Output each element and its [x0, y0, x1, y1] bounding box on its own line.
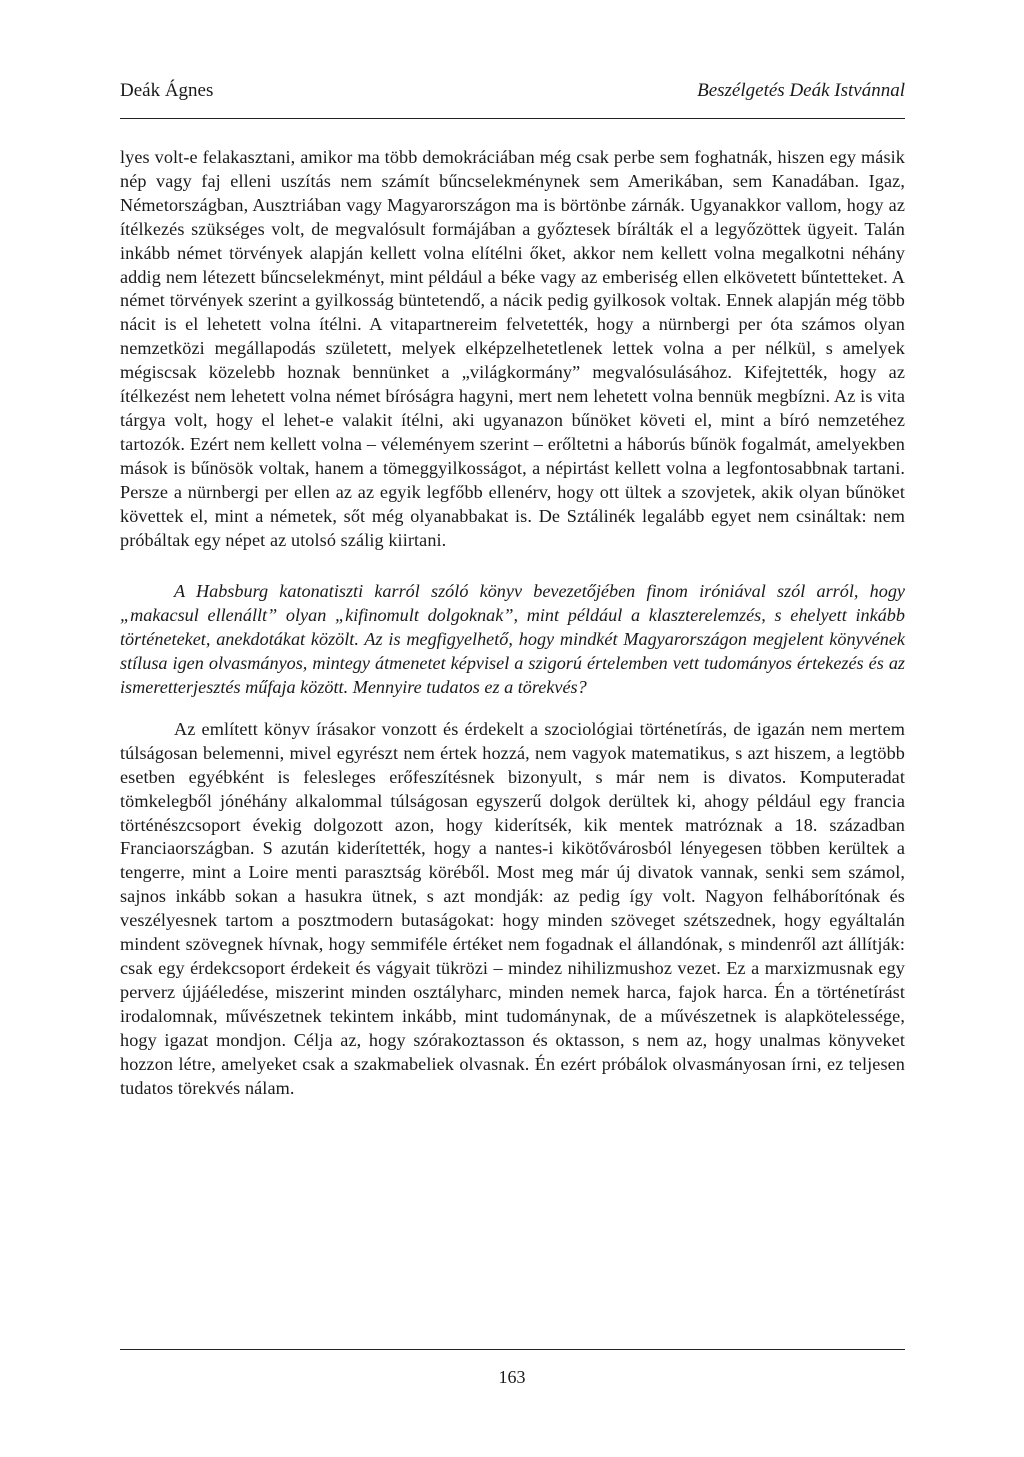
header-author: Deák Ágnes: [120, 80, 214, 101]
header-title: Beszélgetés Deák Istvánnal: [697, 80, 905, 101]
paragraph-continued: lyes volt-e felakasztani, amikor ma több demokráciában még csak perbe sem foghatnák, hiszen egy másik nép vagy faj elleni uszítás nem számít bűncselekménynek sem Amerikában, sem Kanadában. Igaz, Németországban, Ausztriában vagy Magyarországon ma is börtönbe zárnák. Ugyanakkor vallom, hogy az ítélkezés szükséges volt, de megvalósult formájában a győztesek bírálták el a legyőzöttek ügyeit. Talán inkább német törvények alapján kellett volna elítélni őket, akkor nem kellett volna megalkotni néhány addig nem létezett bűncselekményt, mint például a béke vagy az emberiség ellen elkövetett bűntetteket. A német törvények szerint a gyilkosság büntetendő, a nácik pedig gyilkosok voltak. Ennek alapján még több nácit is el lehetett volna ítélni. A vitapartnereim felvetették, hogy a nürnbergi per óta számos olyan nemzetközi megállapodás született, melyek elképzelhetetlenek lettek volna a per nélkül, s amelyek mégiscsak közelebb hoznak bennünket a „világkormány” megvalósulásához. Kifejtették, hogy az ítélkezést nem lehetett volna német bíróságra hagyni, mert nem lehetett volna bennük megbízni. Az is vita tárgya volt, hogy el lehet-e valakit ítélni, aki ugyanazon bűnöket követi el, mint a bíró nemzetéhez tartozók. Ezért nem kellett volna – véleményem szerint – erőltetni a háborús bűnök fogalmát, amelyekben mások is bűnösök voltak, hanem a tömeggyilkosságot, a népirtást kellett volna a legfontosabbnak tartani. Persze a nürnbergi per ellen az az egyik legfőbb ellenérv, hogy ott ültek a szovjetek, akik olyan bűnöket követtek el, mint a németek, sőt még olyanabbakat is. De Sztálinék legalább egyet nem csináltak: nem próbáltak egy népet az utolsó szálig kiirtani.: [120, 147, 905, 550]
running-header: [120, 80, 905, 114]
page-number: 163: [498, 1367, 526, 1387]
interview-answer: Az említett könyv írásakor vonzott és érdekelt a szociológiai történetírás, de igazán nem mertem túlságosan belemenni, mivel egyrészt nem értek hozzá, nem vagyok matematikus, s azt hiszem, a legtöbb esetben egyébként is felesleges erőfeszítésnek bizonyult, s már nem is divatos. Komputeradat tömkelegből jónéhány alkalommal túlságosan egyszerű dolgok derültek ki, ahogy például egy francia történészcsoport évekig dolgozott azon, hogy kiderítsék, kik mentek matróznak a 18. században Franciaországban. S azután kiderítették, hogy a nantes-i kikötővárosból lényegesen többen kerültek a tengerre, mint a Loire menti parasztság köréből. Most meg már új divatok vannak, senki sem számol, sajnos inkább sokan a hasukra ütnek, s azt mondják: az pedig így volt. Nagyon felháborítónak és veszélyesnek tartom a posztmodern butaságokat: hogy minden szöveget szétszednek, hogy egyáltalán mindent szövegnek hívnak, hogy semmiféle értéket nem fogadnak el állandónak, s mindenről azt állítják: csak egy érdekcsoport érdekeit és vágyait tükrözi – mindez nihilizmushoz vezet. Ez a marxizmusnak egy perverz újjáéledése, miszerint minden osztályharc, minden nemek harca, fajok harca. Én a történetírást irodalomnak, művészetnek tekintem inkább, mint tudománynak, de a művészetnek is alapkötelessége, hogy igazat mondjon. Célja az, hogy szórakoztasson és oktasson, s nem az, hogy unalmas könyveket hozzon létre, amelyeket csak a szakmabeliek olvasnak. Én ezért próbálok olvasmányosan írni, ez teljesen tudatos törekvés nálam.: [120, 718, 905, 1098]
page-body: [120, 146, 905, 1100]
interview-question: A Habsburg katonatiszti karról szóló könyv bevezetőjében finom iróniával szól arról, hogy „makacsul ellenállt” olyan „kifinomult dolgoknak”, mint például a klaszterelemzés, s ehelyett inkább történeteket, anekdotákat közölt. Az is megfigyelhető, hogy mindkét Magyarországon megjelent könyvének stílusa igen olvasmányos, mintegy átmenetet képvisel a szigorú értelemben vett tudományos értekezés és az ismeretterjesztés műfaja között. Mennyire tudatos ez a törekvés?: [120, 581, 905, 698]
header-divider: [120, 118, 905, 119]
footer-divider: [120, 1349, 905, 1350]
